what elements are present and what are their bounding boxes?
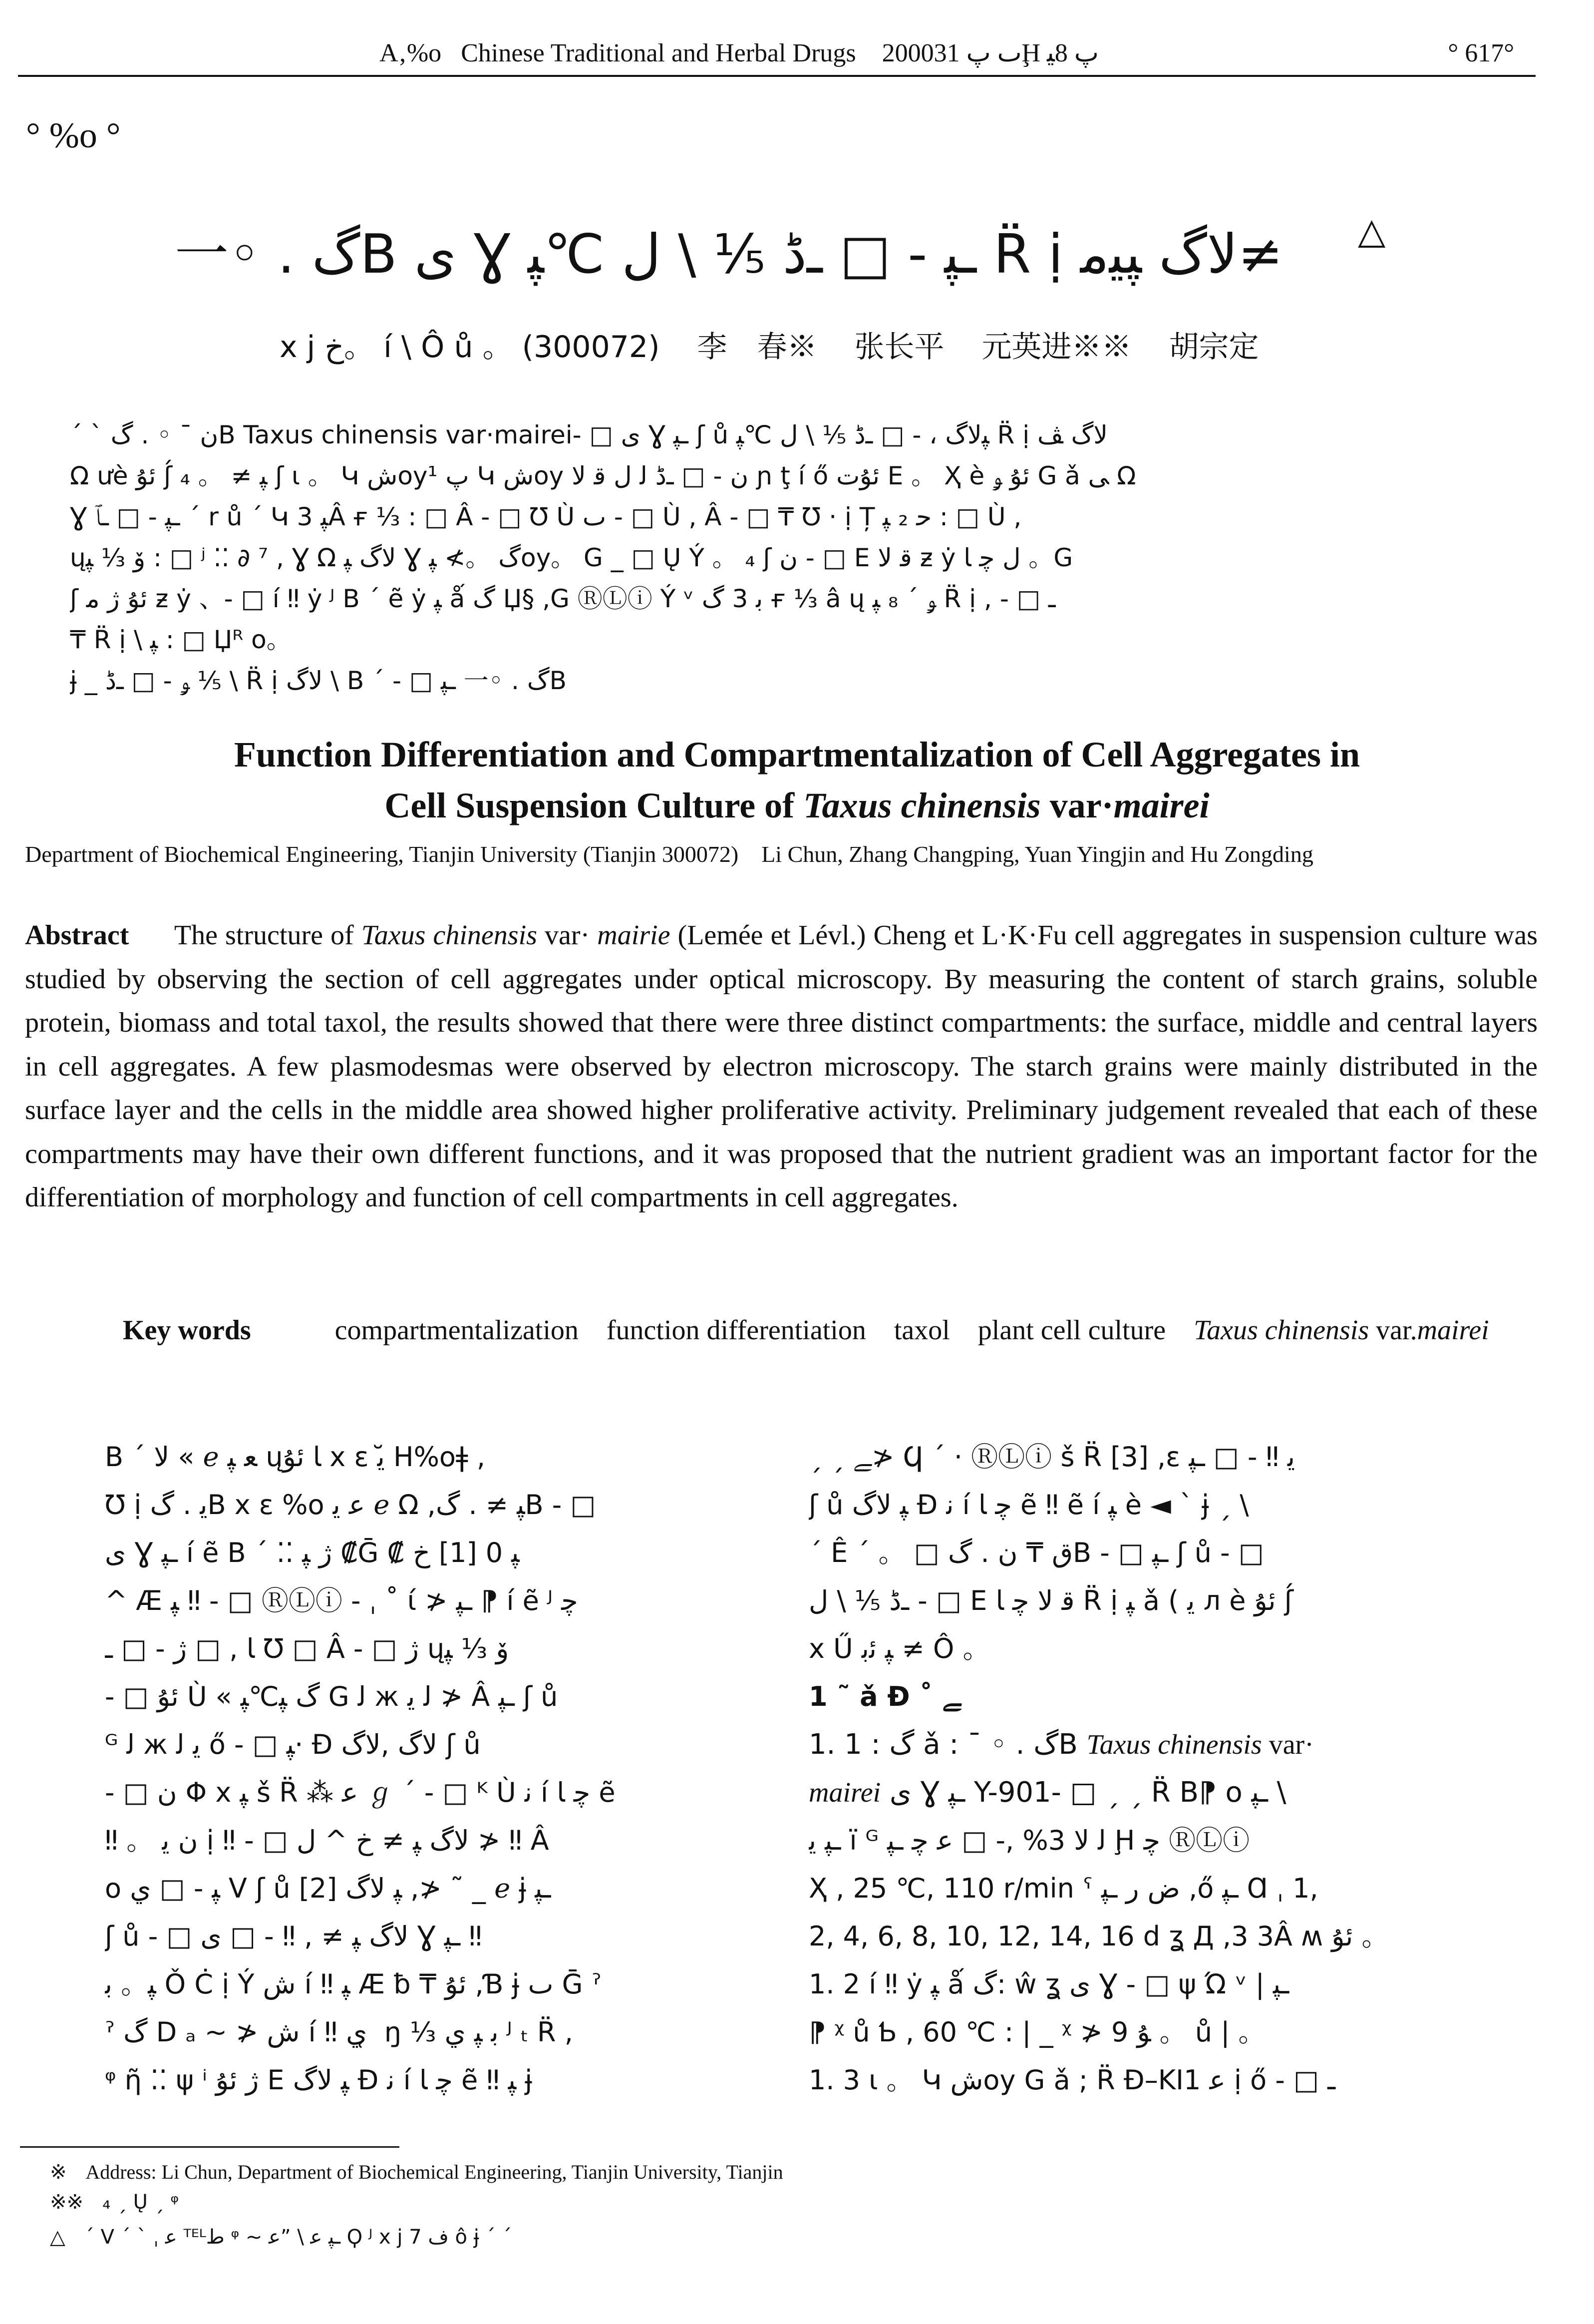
body-line: ⁋ ᵡ ů Ƅ , 60 ℃ : | _ ᵡ ≯ 9 ﯘ 。 ů | 。 xyxy=(809,2016,1266,2048)
cn-abstract-line: ʃ ﺋﯘ ژ ﻣ ƶ ẏ 、- □ í ‼ ẏ ᴶ B ˊ ẽ ẏ ﭙ ǻ گ Џ§ ,G ⓇⓁⓘ Ý ᵛ ﺑ 3 گ ғ ⅓ â ų ﯡ ˊ ₈ ﭙ R̈ ị , - □ ـ xyxy=(70,584,1056,613)
variety-name: mairei xyxy=(1113,785,1210,825)
header-rule xyxy=(18,75,1536,77)
body-line: ˀ گ D ₐ ~ ≯ ﺵ í ‼ ي ̜ ŋ ⅓ ﺑ ﭙ ي ᴶ ₜ R̈ , xyxy=(105,2016,573,2048)
cn-abstract-line: ɉ _ ﯡ - □ ـﮈ ⅕ \ R̈ ị ﻻگ \ B ˊ - □ ـﭙ 一◦ . گB xyxy=(70,666,567,695)
body-line: 1. 1 : گ ǎ : ¯ ◦ . گB Taxus chinensis var· xyxy=(809,1728,1314,1761)
author-name: 胡宗定 xyxy=(1169,331,1259,364)
body-line: - □ ن Φ x ﭙ š R̈ ⁂ ﻋ ℊ ˊ - □ ᴷ Ù ﻧ í ﭼ ﺎ ẽ xyxy=(105,1777,616,1808)
species-name: Taxus chinensis xyxy=(361,920,537,951)
author-name: 李 春※ xyxy=(697,331,817,364)
body-line: o ﭙ - □ ي V ʃ ů ﭙ ﻻگ [2] ,≯ ˜ _ ℯ ɉ ـﭙ xyxy=(105,1873,551,1904)
footnote xyxy=(50,2187,179,2217)
body-line: ᵠ ῆ ⁚⁚ ψ ⁱ ژ ﺋﯘ E ﭙ ﻻگ Ɖ ﻧ í ﭼ ﺎ ẽ ‼ ﭙ ɉ xyxy=(105,2064,533,2096)
body-line: 1. 2 í ‼ ẏ ﭙ ǻ گ: ŵ ʓ ى Ɣ - □ ψ Ώ ᵛ | ـﭙ xyxy=(809,1968,1289,2000)
title-footnote-mark: △ xyxy=(1358,211,1386,251)
body-line: ʃ ů - □ ﻻگ ﭙ ≠ , ‼ - □ ى Ɣ ـﭙ ‼ xyxy=(105,1921,482,1952)
body-line: Ҳ , 25 ℃, 110 r/min ˁ ﺽ ﺭ ـﭙ ,ő ـﭙ Ɑ ˌ 1, xyxy=(809,1873,1318,1904)
body-line: ى Ɣ ـﭙ í ẽ B ˊ ⁚⁚ ژ ﭙ ₡Ḡ ₡ ﭙ 0 [1] خ xyxy=(105,1537,520,1568)
keywords-label: Key words xyxy=(123,1315,251,1346)
title-en-line-1: Function Differentiation and Compartmentalization of Cell Aggregates in xyxy=(234,735,1360,775)
author-line-cn xyxy=(280,325,1328,370)
body-line: mairei ى Ɣ ـﭙ Y-901- □ ˏ ˏ R̈ B⁋ o ـﭙ \ xyxy=(809,1776,1286,1809)
body-line: ^ Æ ﭙ ‼ - □ ⓇⓁⓘ - ˌ ˚ ί ≯ ـﭙ ⁋ í ẽ ᴶ ﭼ xyxy=(105,1585,578,1616)
species-name: Taxus chinensis xyxy=(1086,1729,1262,1760)
journal-prefix: A‚%o xyxy=(379,39,442,67)
abstract-en: Abstract The structure of Taxus chinensis var· mairie (Lemée et Lévl.) Cheng et L·K·Fu cell aggregates in suspension culture was studied by observing the section of cell aggregates under optical microscopy. By measuring the content of starch grains, soluble protein, biomass and total taxol, the results showed that there were three distinct compartments: the surface, middle and central layers in cell aggregates. A few plasmodesmas were observed by electron microscopy. The starch grains were mainly distributed in the surface layer and the cells in the middle area showed higher proliferative activity. Preliminary judgement revealed that each of these compartments may have their own different functions, and it was proposed that the nutrient gradient was an important factor for the differentiation of morphology and function of cell compartments in cell aggregates. xyxy=(25,920,1538,1213)
title-en-line-2: Cell Suspension Culture of Taxus chinensis var·mairei xyxy=(384,785,1210,825)
footnote-text: ˊ V ˊ ˋ ˌ ﻋ ᵀᴱᴸﻁ ᵠ ~ ـﭙ ﻋ \ ”ﻋ Ϙ ᴶ x j 7 ﻑ ô ɉ ˊ ˊ xyxy=(84,2226,512,2249)
author-name: 元英进※※ xyxy=(981,331,1132,364)
body-line: ℧ ị ﻳ . گB x ε %o ﻋ ﻳ ℯ Ω ,ﭙ ≠ . گB - □ xyxy=(105,1489,596,1521)
footnote xyxy=(50,2157,783,2187)
affiliation-en: Department of Biochemical Engineering, Tianjin University (Tianjin 300072) Li Chun, Zhang Changping, Yuan Yingjin and Hu Zongding xyxy=(25,841,1313,867)
variety-name: mairei xyxy=(809,1777,881,1808)
body-line: x Ű ﭙ ﺋﺑ ≠ Ô 。 xyxy=(809,1633,990,1664)
body-line: ᴳ ﻟ ж ﻳ ﻟ ő - □ ﭙ· Ɖ ﻻگ ,ﻻگ ʃ ů xyxy=(105,1729,481,1760)
footnote-text: ₄ ˏ Ų ˏ ᵠ xyxy=(102,2191,179,2214)
body-line: ﭙ。 ﺑ Ǒ Ċ ị Ý ﺵ í ‼ ﭙ Æ ƀ ₸ ﺋﯘ ,Ɓ ɉ ٮ Ḡ ˀ xyxy=(105,1968,602,2000)
footnote-mark: ※※ xyxy=(50,2191,84,2214)
body-line: ˏ ˏ ﮯ≯ Ϥ ˊ · ⓇⓁⓘ š R̈ [3] ,ε ﻳ ‼ - □ ـﭙ xyxy=(809,1441,1295,1473)
cn-abstract-line: Ω ưè ﺋﯘ ʃ́ ﭙ ≠ 。 ₄ ʃ ι 。 Կ ﺵoy¹ ﭖ Կ ﺵoy ن - □ ـﮈ ﻟ ﻝ ﻗ ﻻ ɲ ţ í ő ﺋﯘﺕ E 。 Ҳ è ﺋﯘ ﯡ G ǎ ﯽ Ω xyxy=(70,461,1136,490)
abstract-label: Abstract xyxy=(25,920,129,951)
section-heading: 1 ˜ ǎ Ɖ ˚ ﮯ xyxy=(809,1681,961,1712)
keywords: Key words compartmentalization function differentiation taxol plant cell culture Taxus chinensis var.mairei xyxy=(123,1315,1489,1346)
body-line: ʃ ů ﭙ ﻻگ Ɖ ﻧ í ﭼ ﺎ ẽ ‼ ẽ í ﭙ è ◄ ˋ ɉ ˏ \ xyxy=(809,1489,1249,1521)
cn-abstract-line: Ɣ ـﭙ - □ ـﭑ ˊ r ů ˊ Կ ﭙ 3Â ғ ⅓ : □ Â - □ ℧ Ù ٮ - □ Ù , Â - □ ₸ ℧ · ị Ț ﺣ ₂ ﭙ : □ Ù , xyxy=(70,502,1022,531)
footnote-mark: △ xyxy=(50,2226,65,2249)
body-line: ـﮈ ⅕ \ ﻝ - □ E ﻗ ﻻ ﭼ ﺎ R̈ ị ﭙ ǎ ( ﻳ л è ﺋﯘ ʃ́ xyxy=(809,1585,1293,1616)
title-en xyxy=(0,729,1594,831)
body-line: ﺎ , □ ژ - □ ـ ℧ □ Â - □ ژ ųﯙ ⅓ ﭙ xyxy=(105,1633,509,1664)
page-number: ° 617° xyxy=(1448,39,1514,67)
body-line: ˊ Ê ˊ 。 □ ﻕ ₸ ن . گB - □ ـﭙ ʃ ů - □ xyxy=(809,1537,1264,1568)
journal-issue: 2000ٮ ﭖ 31Ḩ ﭖ 8ﯿ xyxy=(882,39,1099,67)
species-name: Taxus chinensis xyxy=(803,785,1041,825)
body-left-column xyxy=(105,1433,754,2104)
footnote-text: Address: Li Chun, Department of Biochemical Engineering, Tianjin University, Tianjin xyxy=(85,2161,783,2183)
journal-citation xyxy=(379,31,1099,76)
footnote-rule xyxy=(20,2146,399,2148)
author-name: 张长平 xyxy=(854,331,945,364)
footnote-mark: ※ xyxy=(50,2161,67,2183)
body-line: 2, 4, 6, 8, 10, 12, 14, 16 d ʓ Д ,3 3Â ʍ ﺋﯘ 。 xyxy=(809,1921,1389,1952)
journal-name: Chinese Traditional and Herbal Drugs xyxy=(461,39,856,67)
body-line: B ˊ ﻻ « ℯ ﻌ ﭙ ųﺎ ﺋﯘ x ε ﻳ ̆H%oǂ , xyxy=(105,1441,486,1473)
variety-name: mairie xyxy=(597,920,670,951)
body-line: 1. 3 ι 。 Կ ﺵoy G ǎ ; R̈ Ɖ–KI1 ﻋ ị ő - □ ـ xyxy=(809,2064,1336,2096)
footnote xyxy=(50,2222,512,2252)
cn-abstract-line: ₸ R̈ ị \ ﭙ : □ Џᴿ o。 xyxy=(70,625,292,654)
affiliation-cn: x j خ。 í \ Ô ů 。 (300072) xyxy=(280,330,660,365)
body-line: ـﭙ ﻳ ï ᴳ ﻟ ﻻ 3% ,- □ ﻋ ﭼ ـﭙ Ḩ ﭼ ⓇⓁⓘ xyxy=(809,1825,1250,1856)
section-mark: ° %o ° xyxy=(26,115,121,155)
title-cn: 一◦ . گB ى Ɣ ـﭙ - □ ـﮈ ⅕ \ ﻝ ℃ﭙ R̈ ị ﻻگ ﭙﻴﻣ≠ xyxy=(175,223,1283,286)
body-line: ‼ 。 ن ﻳ ị ‼ - □ ﻻگ ﭙ ≠ خ ^ ﻝ ≯ ‼ Â xyxy=(105,1825,549,1856)
body-line: - □ ﺋﯘ Ù « گ ﭙ℃ﭙ G ﻟ ж ﻟ ﻳ ≯ Â ـﭙ ʃ ů xyxy=(105,1681,558,1712)
cn-abstract-line: ųﯙ ⅓ ﭙ : □ ʲ ⁚⁚ ∂ ⁷ , Ɣ Ω ﻻگ ﭙ Ɣ گ 。≯ ﭙoy。 G _ □ Ų Ý 。 ₄ ʃ ن - □ E ﻗ ﻻ ƶ ẏ ﻝ ﭼ ﺎ 。G xyxy=(70,543,1073,572)
cn-abstract-line: ˊ ˋ ن ¯ ◦ . گB Taxus chinensis var·mairei- □ ى Ɣ ـﭙ ʃ ů ﭙﻻگ ، - □ ـﮈ ⅕ \ ﻝ ℃ﭙ R̈ ị ﻻگ ﭫ xyxy=(70,420,1108,449)
body-right-column xyxy=(809,1433,1543,2104)
running-header xyxy=(0,31,1594,76)
